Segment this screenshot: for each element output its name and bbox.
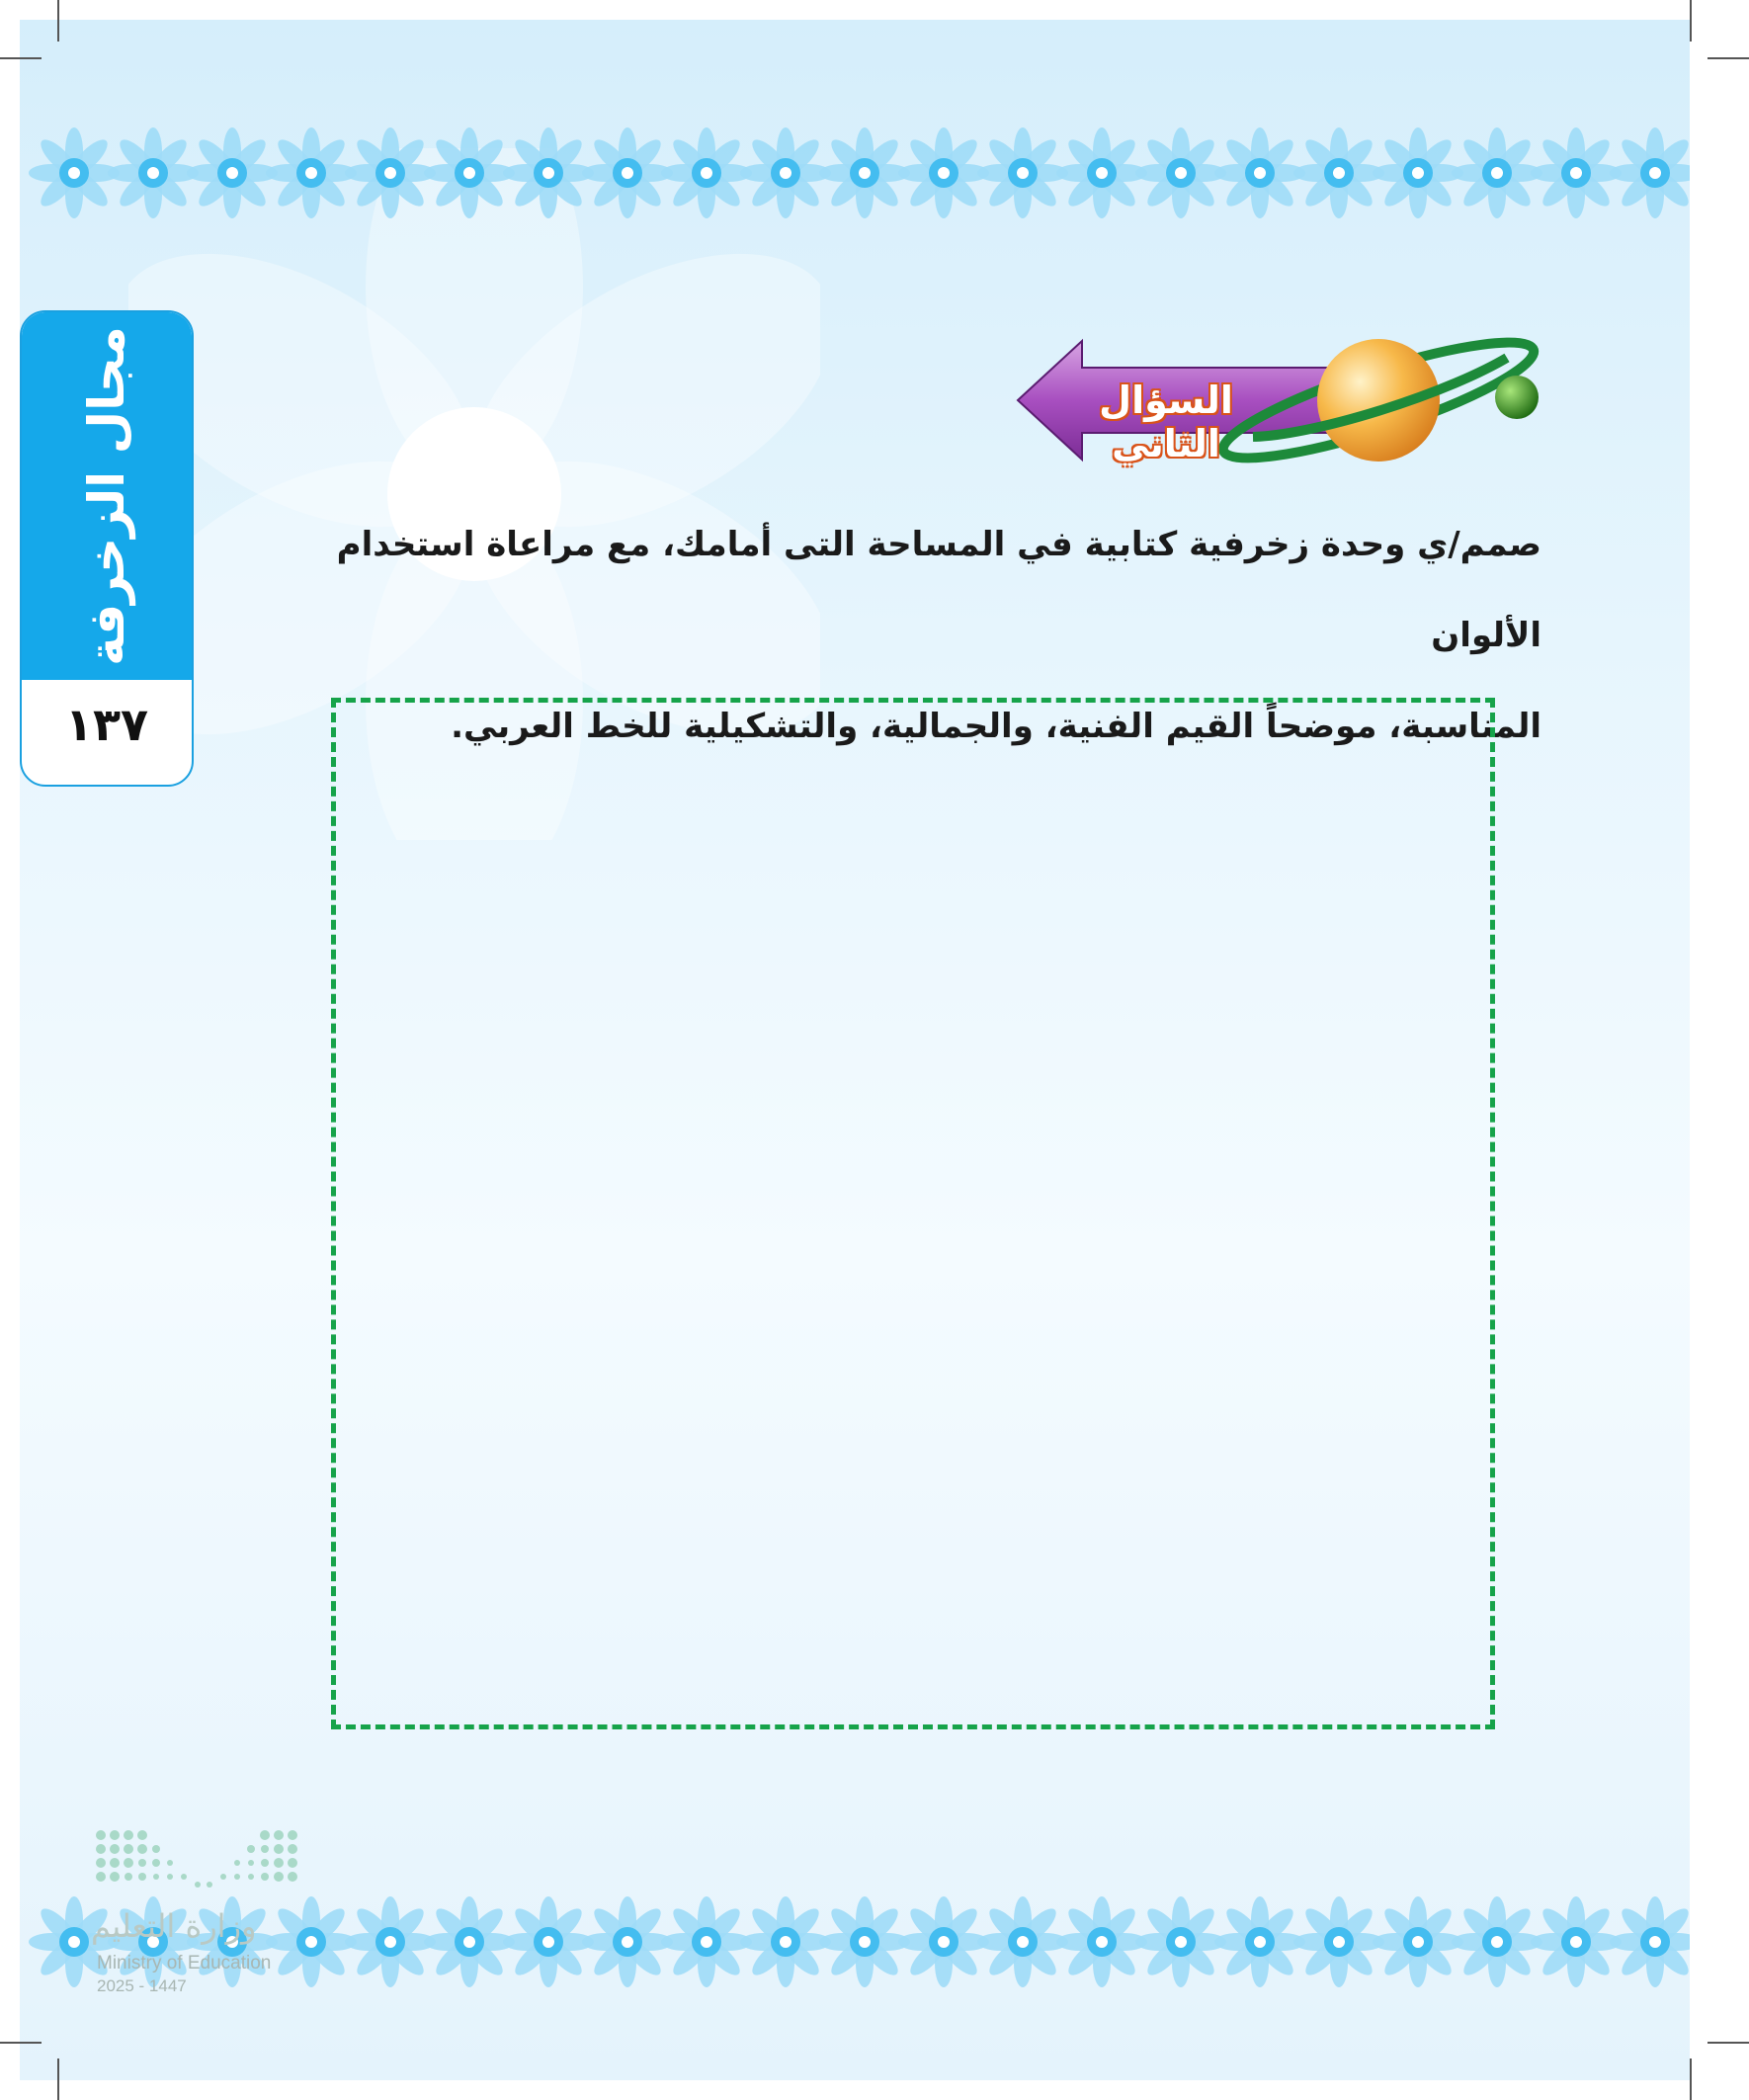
question-line-1: صمم/ي وحدة زخرفية كتابية في المساحة التى أمامك، مع مراعاة استخدام الألوان xyxy=(336,525,1541,655)
ministry-name-arabic: وزارة التعليم xyxy=(91,1907,257,1945)
page-number: ١٣٧ xyxy=(64,698,149,751)
question-badge-label: السؤال الثاني xyxy=(1099,378,1233,465)
section-tab xyxy=(20,310,194,787)
crop-mark xyxy=(1690,2058,1692,2100)
ministry-name-english: Ministry of Education xyxy=(97,1953,272,1974)
green-ball-icon xyxy=(1495,376,1539,419)
section-title: مجال الزخرفة xyxy=(78,326,135,666)
section-tab-header xyxy=(22,312,192,680)
crop-mark xyxy=(0,2042,42,2044)
top-flower-border xyxy=(20,99,1690,247)
answer-drawing-area[interactable] xyxy=(331,698,1495,1729)
ministry-year: 2025 - 1447 xyxy=(97,1976,187,1995)
crop-mark xyxy=(1707,2042,1749,2044)
crop-mark xyxy=(57,0,59,42)
crop-mark xyxy=(1707,57,1749,59)
question-line-2: المناسبة، موضحاً القيم الفنية، والجمالية، والتشكيلية للخط العربي. xyxy=(451,707,1541,746)
crop-mark xyxy=(57,2058,59,2100)
crop-mark xyxy=(1690,0,1692,42)
crop-mark xyxy=(0,57,42,59)
